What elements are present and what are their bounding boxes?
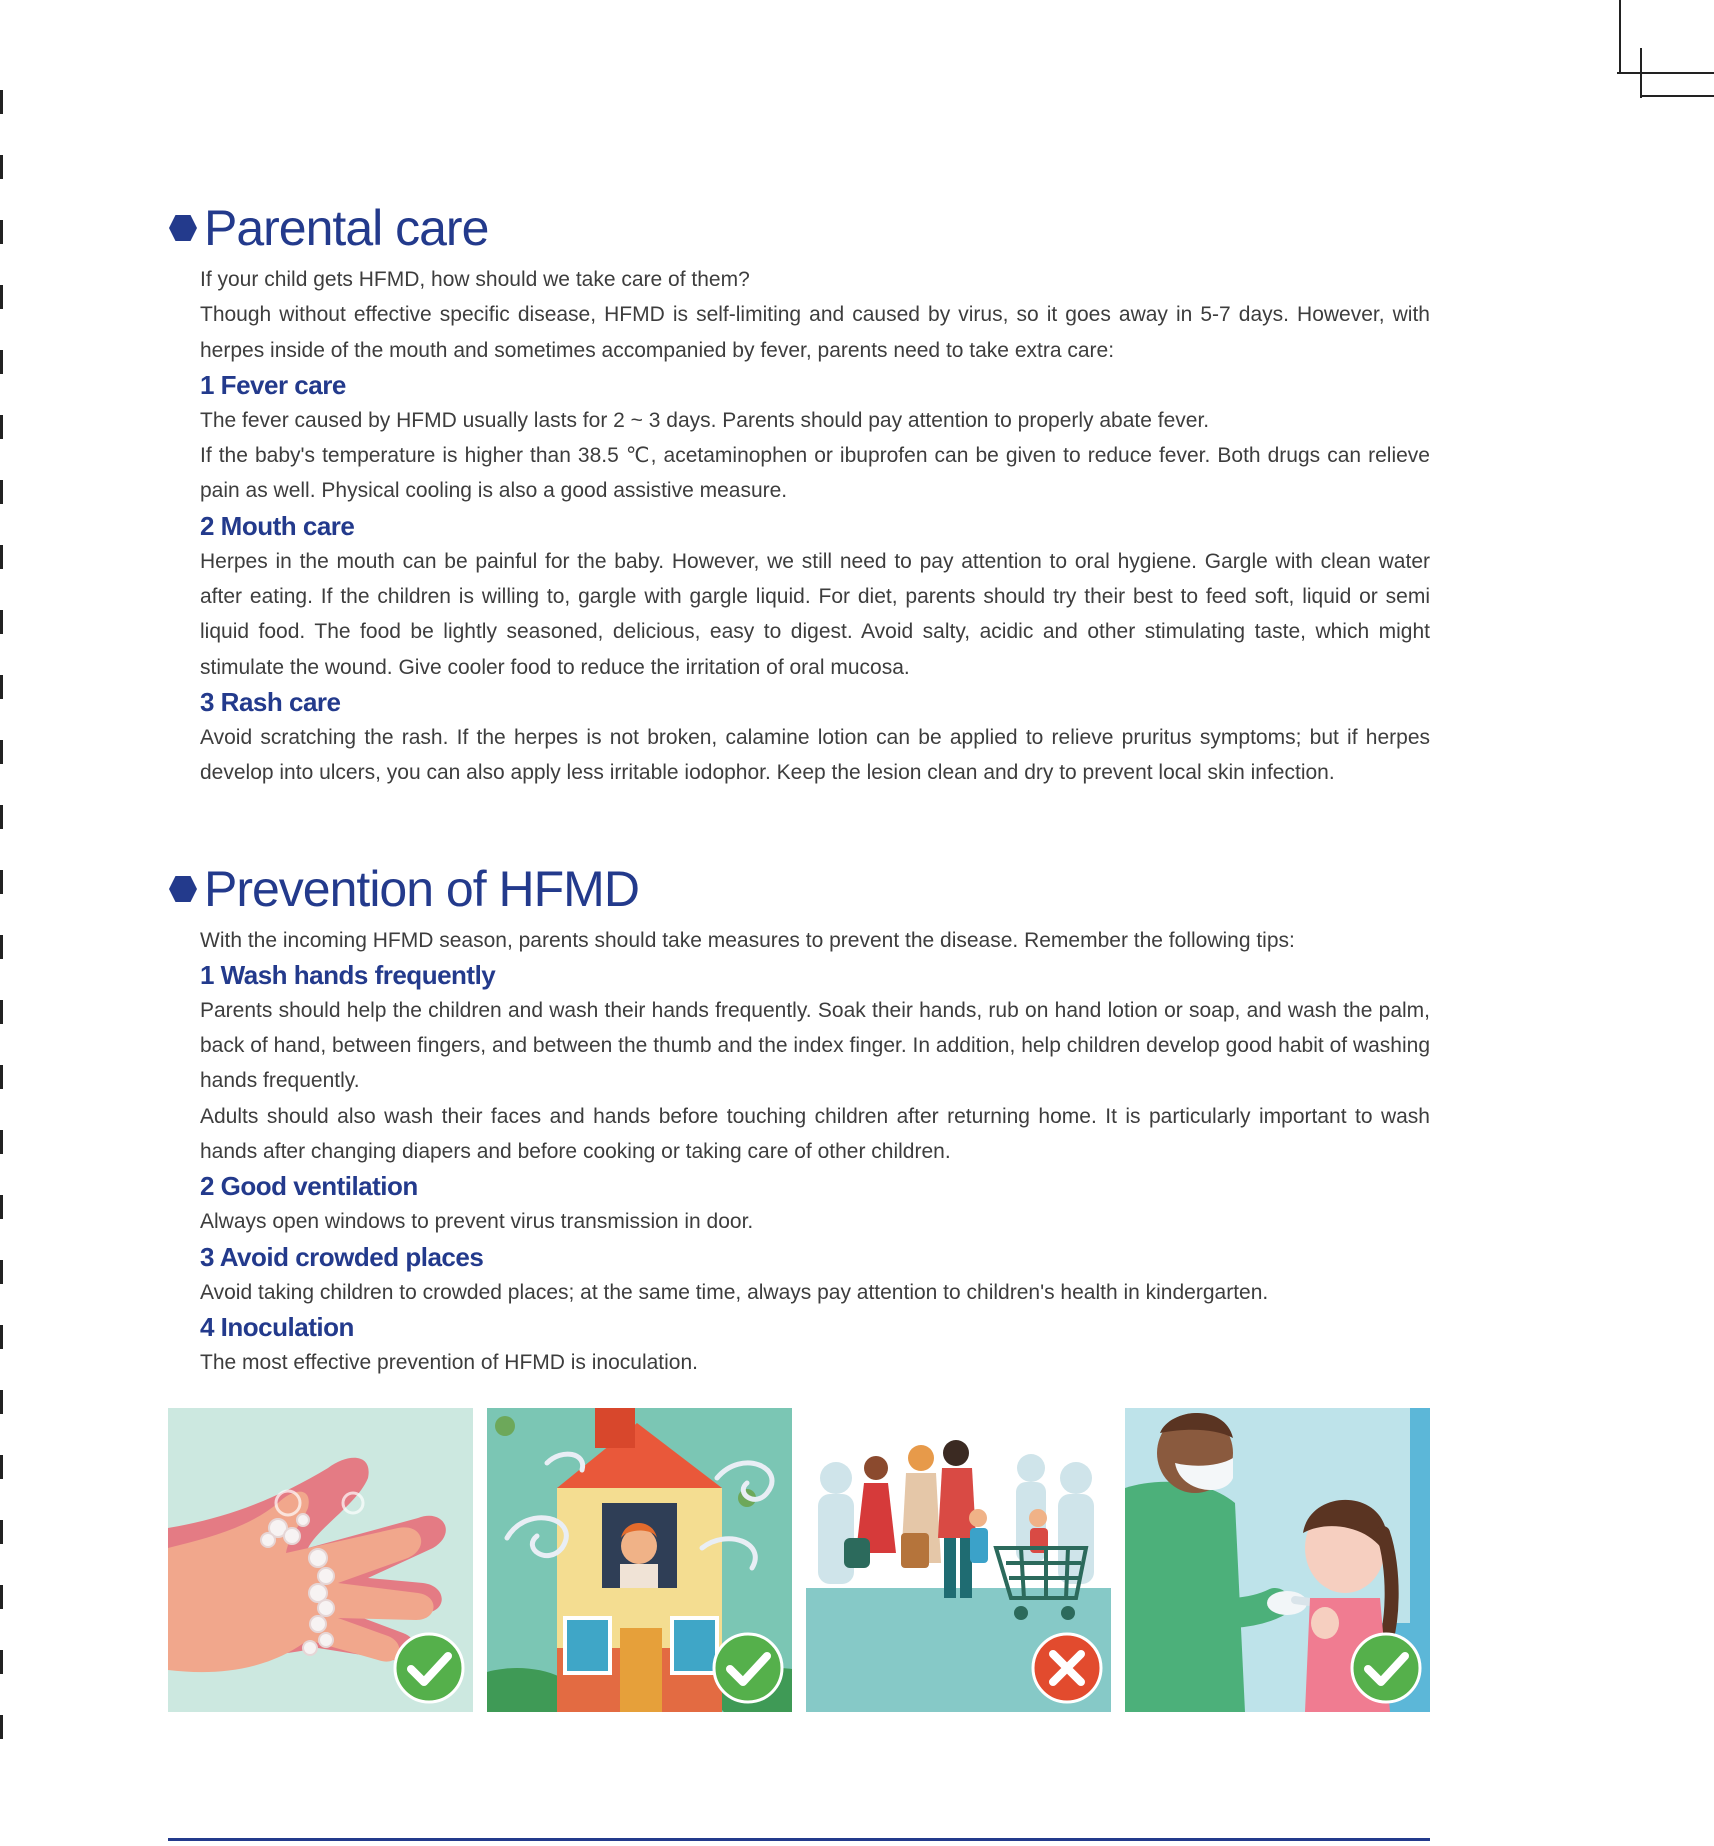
binding-tick (0, 610, 3, 634)
check-icon (1350, 1632, 1422, 1704)
parental-paragraph: Though without effective specific disease, HFMD is self-limiting and caused by virus, so it goes away in 5-7 days. However, with herpes inside of the mouth and sometimes accompanied by fever, parents need to take extra care: (200, 303, 1430, 362)
binding-tick (0, 350, 3, 374)
subheading-ventilation: 2 Good ventilation (200, 1171, 418, 1202)
binding-tick (0, 90, 3, 114)
wash-paragraph-1: Parents should help the children and wash their hands frequently. Soak their hands, rub on hand lotion or soap, and wash the palm, back of hand, between fingers, and between the thumb and the index finger. In addition, help children develop good habit of washing hands frequently. (200, 998, 1430, 1093)
article-content (168, 196, 1430, 1380)
footer-rule (168, 1838, 1430, 1841)
binding-tick (0, 1390, 3, 1414)
binding-tick (0, 1325, 3, 1349)
prevention-intro: With the incoming HFMD season, parents should take measures to prevent the disease. Remember the following tips: (200, 928, 1295, 952)
hexagon-bullet-icon (168, 875, 198, 903)
illustration-row (168, 1408, 1430, 1712)
binding-tick (0, 1520, 3, 1544)
crowded-paragraph: Avoid taking children to crowded places; at the same time, always pay attention to children's health in kindergarten. (200, 1280, 1269, 1304)
ventilated-house-illustration (487, 1408, 792, 1712)
binding-tick (0, 155, 3, 179)
binding-tick (0, 1585, 3, 1609)
binding-tick (0, 1130, 3, 1154)
binding-tick (0, 545, 3, 569)
subheading-crowded-places: 3 Avoid crowded places (200, 1241, 484, 1272)
rash-paragraph: Avoid scratching the rash. If the herpes is not broken, calamine lotion can be applied to relieve pruritus symptoms; but if herpes develop into ulcers, you can also apply less irritable iodophor. Keep the lesion clean and dry to prevent local skin infection. (200, 725, 1430, 785)
subheading-inoculation: 4 Inoculation (200, 1311, 354, 1342)
binding-tick (0, 1260, 3, 1284)
fever-paragraph-2: If the baby's temperature is higher than 38.5 ℃, acetaminophen or ibuprofen can be given to reduce fever. Both drugs can relieve pain as well. Physical cooling is also a good assistive measure. (200, 444, 1430, 503)
check-icon (393, 1632, 465, 1704)
fever-paragraph-1: The fever caused by HFMD usually lasts for 2 ~ 3 days. Parents should pay attention to properly abate fever. (200, 408, 1210, 432)
binding-tick (0, 480, 3, 504)
inoculation-paragraph: The most effective prevention of HFMD is inoculation. (200, 1350, 699, 1374)
check-icon (712, 1632, 784, 1704)
hexagon-bullet-icon (168, 214, 198, 242)
subheading-wash-hands: 1 Wash hands frequently (200, 959, 496, 990)
section-heading: Prevention of HFMD (204, 860, 639, 917)
cross-icon (1031, 1632, 1103, 1704)
binding-tick (0, 1195, 3, 1219)
wash-paragraph-2: Adults should also wash their faces and hands before touching children after returning home. It is particularly important to wash hands after changing diapers and before cooking or taking care of other children. (200, 1104, 1430, 1164)
hand-washing-illustration (168, 1408, 473, 1712)
parental-intro: If your child gets HFMD, how should we take care of them? (200, 268, 750, 291)
ventilation-paragraph: Always open windows to prevent virus transmission in door. (200, 1210, 754, 1234)
binding-tick (0, 870, 3, 894)
section-title-prevention (168, 857, 1430, 921)
section-heading: Parental care (204, 200, 489, 256)
binding-tick (0, 935, 3, 959)
vaccination-illustration (1125, 1408, 1430, 1712)
binding-tick (0, 805, 3, 829)
parental-care-body (200, 262, 1430, 791)
binding-tick (0, 1065, 3, 1089)
subheading-fever-care: 1 Fever care (200, 369, 346, 400)
subheading-mouth-care: 2 Mouth care (200, 510, 355, 541)
binding-tick (0, 220, 3, 244)
binding-tick (0, 1455, 3, 1479)
binding-tick (0, 1650, 3, 1674)
binding-tick (0, 285, 3, 309)
binding-tick (0, 1715, 3, 1739)
section-title-parental-care (168, 196, 1430, 260)
binding-tick (0, 1000, 3, 1024)
binding-tick (0, 740, 3, 764)
binding-tick (0, 675, 3, 699)
binding-tick (0, 415, 3, 439)
mouth-paragraph: Herpes in the mouth can be painful for the baby. However, we still need to pay attention to oral hygiene. Gargle with clean water after eating. If the children is willing to, gargle with gargle liquid. For diet, parents should try their best to feed soft, liquid or semi liquid food. The food be lightly seasoned, delicious, easy to digest. Avoid salty, acidic and other stimulating taste, which might stimulate the wound. Give cooler food to reduce the irritation of oral mucosa. (200, 549, 1430, 679)
subheading-rash-care: 3 Rash care (200, 686, 341, 717)
crowded-shopping-illustration (806, 1408, 1111, 1712)
prevention-body (200, 923, 1430, 1381)
